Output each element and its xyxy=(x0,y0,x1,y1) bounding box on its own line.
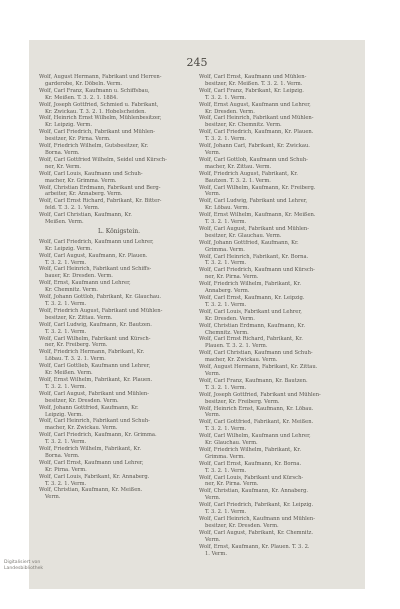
entry-line: Wolf, Carl Ernst, Kaufmann, Kr. Leipzig. xyxy=(199,295,305,301)
entry-line: Wolf, Christian, Kaufmann, Kr. Meißen. xyxy=(39,487,143,494)
entry-line: Wolf, Carl Franz, Kaufmann u. Schiffsbau, xyxy=(39,87,150,94)
entry-line: macher, Kr. Grimma. Verm. xyxy=(45,177,117,184)
library-watermark xyxy=(4,560,43,572)
left-column xyxy=(39,74,199,584)
entry-line: Wolf, Heinrich Ernst, Kaufmann, Kr. Löbau. xyxy=(199,405,314,412)
entry-line: Verm. xyxy=(205,495,221,502)
entry-line: Wolf, Carl Friedrich, Kaufmann und Kürsch- xyxy=(199,267,315,274)
entry-line: Leipzig. Verm. xyxy=(45,411,83,418)
entry-line: Wolf, Carl Heinrich, Fabrikant, Kr. Borna. xyxy=(199,253,309,260)
entry-line: Wolf, Carl Heinrich, Kaufmann und Mühlen- xyxy=(199,516,315,522)
scanned-page xyxy=(29,40,365,589)
entry-line: Wolf, Christian Erdmann, Fabrikant und Berg- xyxy=(39,184,161,191)
entry-line: Wolf, Friedrich August, Fabrikant und Mühlen- xyxy=(39,307,163,314)
entry-line: Wolf, Carl Christian, Kaufmann und Schuh- xyxy=(199,350,313,357)
entry-line: Wolf, Carl Ludwig, Kaufmann, Kr. Bautzen. xyxy=(39,321,152,328)
entry-line: ner, Kr. Pirna. Verm. xyxy=(205,274,259,281)
entry-line: Wolf, Ernst August, Kaufmann und Lehrer, xyxy=(199,101,311,108)
entry-line: Wolf, Friedrich Hermann, Fabrikant, Kr. xyxy=(39,349,145,356)
entry-line: T. 3. 2. 1. Verm. xyxy=(205,426,247,433)
entry-line: Kr. Glauchau. Verm. xyxy=(205,440,258,447)
entry-line: Kr. Löbau. Verm. xyxy=(205,205,250,212)
entry-line: Wolf, Carl Friedrich, Fabrikant und Mühlen- xyxy=(39,129,156,136)
entry-line: Wolf, Carl August, Fabrikant und Mühlen- xyxy=(39,390,150,397)
entry-line: T. 3. 2. 1. Verm. xyxy=(205,136,247,143)
entry-line: Wolf, Carl Friedrich, Kaufmann, Kr. Plauen. xyxy=(199,129,314,136)
right-entries xyxy=(199,74,359,557)
left-entries-top xyxy=(39,74,199,226)
entry-line: Wolf, Carl Heinrich, Fabrikant und Schiffs- xyxy=(39,266,152,273)
entry-line: Kr. Chemnitz. Verm. xyxy=(45,287,98,294)
entry-line: arbeiter, Kr. Annaberg. Verm. xyxy=(45,191,123,198)
entry-line: Löbau. T. 3. 2. 1. Verm. xyxy=(45,356,106,363)
entry-line: ner, Kr. Verm. xyxy=(45,163,82,170)
entry-line: Wolf, Carl Ernst, Kaufmann und Lehrer, xyxy=(39,459,144,466)
entry-line: Wolf, Friedrich Wilhelm, Fabrikant, Kr. xyxy=(199,281,301,288)
entry-line: Wolf, Carl Ludwig, Fabrikant und Lehrer, xyxy=(199,198,308,205)
entry-line: Wolf, Carl Friedrich, Fabrikant, Kr. Leipzig. xyxy=(199,502,314,509)
entry-line: Wolf, Joseph Gottfried, Fabrikant und Mühlen- xyxy=(199,391,321,398)
entry-line: Verm. xyxy=(205,370,221,377)
entry-line: Kr. Zwickau. T. 3. 2. 1. Hobelscheiden. xyxy=(45,108,147,115)
entry-line: Wolf, Carl Louis, Fabrikant und Kürsch- xyxy=(199,474,304,481)
entry-line: Wolf, Johann Carl, Fabrikant, Kr. Zwickau. xyxy=(199,143,310,150)
left-entries-bottom xyxy=(39,239,199,501)
right-column xyxy=(199,74,359,574)
entry-line: Verm. xyxy=(205,191,221,198)
entry-line: Verm. xyxy=(205,412,221,419)
entry-line: besitzer, Kr. Meißen. T. 3. 2. 1. Verm. xyxy=(205,80,303,87)
watermark-line: Landesbibliothek xyxy=(4,566,44,571)
entry-line: Wolf, Carl Heinrich, Fabrikant und Mühlen- xyxy=(199,115,314,122)
entry-line: Wolf, Christian Erdmann, Kaufmann, Kr. xyxy=(199,322,305,329)
entry-line: bauer, Kr. Dresden. Verm. xyxy=(45,273,113,280)
entry-line: Wolf, Carl Louis, Kaufmann und Schuh- xyxy=(39,170,143,177)
entry-line: T. 3. 2. 1. Verm. xyxy=(205,260,247,267)
entry-line: Wolf, Johann Gottlob, Fabrikant, Kr. Glauchau. xyxy=(39,294,162,301)
entry-line: besitzer, Kr. Dresden. Verm. xyxy=(45,397,119,404)
entry-line: T. 3. 2. 1. Verm. xyxy=(205,509,247,516)
entry-line: T. 3. 2. 1. Verm. xyxy=(45,259,87,266)
entry-line: Plauen. T. 3. 2. 1. Verm. xyxy=(205,343,268,350)
entry-line: Wolf, August Hermann, Fabrikant, Kr. Zittau. xyxy=(199,364,318,371)
entry-line: Kr. Meißen. T. 3. 2. 1. 1884. xyxy=(45,94,118,101)
entry-line: T. 3. 2. 1. Verm. xyxy=(45,439,87,446)
entry-line: Kr. Leipzig. Verm. xyxy=(45,122,92,129)
entry-line: Wolf, August Hermann, Fabrikant und Herren- xyxy=(39,74,162,80)
entry-line: Wolf, Ernst Wilhelm, Kaufmann, Kr. Meißen. xyxy=(199,212,316,219)
entry-line: besitzer, Kr. Pirna. Verm. xyxy=(45,136,111,143)
entry-line: Wolf, Heinrich Ernst Wilhelm, Mühlenbesitzer, xyxy=(39,115,162,122)
entry-line: Wolf, Ernst Wilhelm, Fabrikant, Kr. Plauen. xyxy=(39,376,153,383)
entry-line: Wolf, Carl Friedrich, Kaufmann, Kr. Grimma. xyxy=(39,432,157,439)
entry-line: Wolf, Carl Wilhelm, Fabrikant und Kürsch- xyxy=(39,335,151,342)
entry-line: Grimma. Verm. xyxy=(205,246,245,253)
entry-line: Wolf, Carl Wilhelm, Kaufmann und Lehrer, xyxy=(199,433,311,440)
entry-line: Wolf, Carl Ernst, Kaufmann und Mühlen- xyxy=(199,74,307,80)
entry-line: Bautzen. T. 3. 2. 1. Verm. xyxy=(205,177,271,184)
entry-line: T. 3. 2. 1. Verm. xyxy=(205,384,247,391)
entry-line: Wolf, Joseph Gottfried, Schmied u. Fabrikant, xyxy=(39,101,159,108)
entry-line: Wolf, Friedrich Wilhelm, Gutsbesitzer, Kr. xyxy=(39,143,149,150)
entry-line: T. 3. 2. 1. Verm. xyxy=(205,94,247,101)
entry-line: Kr. Leipzig. Verm. xyxy=(45,245,92,252)
entry-line: T. 3. 2. 1. Verm. xyxy=(205,467,247,474)
entry-line: T. 3. 2. 1. Verm. xyxy=(205,219,247,226)
entry-line: feld. T. 3. 2. 1. Verm. xyxy=(45,205,100,212)
entry-line: T. 3. 2. 1. Verm. xyxy=(45,383,87,390)
entry-line: Verm. xyxy=(205,536,221,543)
entry-line: T. 3. 2. 1. Verm. xyxy=(45,301,87,307)
page-number: 245 xyxy=(186,56,208,69)
entry-line: besitzer, Kr. Glauchau. Verm. xyxy=(205,232,282,239)
entry-line: Wolf, Carl Wilhelm, Kaufmann, Kr. Freiberg. xyxy=(199,184,316,191)
entry-line: Meißen. Verm. xyxy=(45,219,84,226)
entry-line: Wolf, Carl Heinrich, Fabrikant und Schuh- xyxy=(39,418,150,425)
entry-line: Borna. Verm. xyxy=(45,149,80,156)
entry-line: Wolf, Carl Gottlob, Kaufmann und Schuh- xyxy=(199,156,308,163)
entry-line: Wolf, Carl August, Kaufmann, Kr. Plauen. xyxy=(39,252,148,259)
entry-line: Wolf, Carl Ernst Richard, Fabrikant, Kr. Bitter- xyxy=(39,198,162,205)
entry-line: Wolf, Carl August, Fabrikant, Kr. Chemnitz. xyxy=(199,529,314,536)
entry-line: Wolf, Carl Gottfried Wilhelm, Seidel und Kürsch- xyxy=(39,156,167,163)
entry-line: Wolf, Carl Ernst Richard, Fabrikant, Kr. xyxy=(199,336,303,343)
entry-line: Verm. xyxy=(45,494,61,501)
entry-line: Chemnitz. Verm. xyxy=(205,329,249,336)
watermark-line: Digitalisiert von xyxy=(4,560,41,565)
entry-line: macher, Kr. Zwickau. Verm. xyxy=(45,425,118,432)
entry-line: Wolf, Carl Gottlieb, Kaufmann und Lehrer, xyxy=(39,363,151,370)
entry-line: T. 3. 2. 1. Verm. xyxy=(205,301,247,308)
entry-line: Kr. Meißen. Verm. xyxy=(45,370,93,377)
entry-line: besitzer, Kr. Freiberg. Verm. xyxy=(205,398,280,405)
entry-line: besitzer, Kr. Dresden. Verm. xyxy=(205,522,279,529)
section-heading: L. Königstein. xyxy=(97,227,141,235)
entry-line: Borna. Verm. xyxy=(45,452,80,459)
entry-line: Wolf, Carl Louis, Fabrikant und Lehrer, xyxy=(199,308,302,315)
entry-line: ner, Kr. Freiberg. Verm. xyxy=(45,342,108,349)
entry-line: Annaberg. Verm. xyxy=(205,288,250,295)
entry-line: Wolf, Friedrich Wilhelm, Fabrikant, Kr. xyxy=(199,446,301,453)
entry-line: Wolf, Johann Gottfried, Kaufmann, Kr. xyxy=(199,239,299,246)
entry-line: Wolf, Friedrich Wilhelm, Fabrikant, Kr. xyxy=(39,446,141,453)
entry-line: T. 3. 2. 1. Verm. xyxy=(45,480,87,487)
entry-line: Wolf, Carl Gottfried, Fabrikant, Kr. Meißen. xyxy=(199,419,314,426)
entry-line: Kr. Dresden. Verm. xyxy=(205,315,255,322)
entry-line: Wolf, Carl Louis, Fabrikant, Kr. Annaberg. xyxy=(39,473,150,480)
entry-line: Wolf, Carl Franz, Fabrikant, Kr. Leipzig. xyxy=(199,87,304,94)
entry-line: Grimma. Verm. xyxy=(205,453,245,460)
entry-line: Wolf, Ernst, Kaufmann und Lehrer, xyxy=(39,280,131,287)
entry-line: besitzer, Kr. Chemnitz. Verm. xyxy=(205,122,282,129)
entry-line: garderobe, Kr. Döbeln. Verm. xyxy=(45,80,123,87)
entry-line: Wolf, Friedrich August, Fabrikant, Kr. xyxy=(199,170,298,177)
entry-line: Verm. xyxy=(205,149,221,156)
entry-line: Wolf, Johann Gottfried, Kaufmann, Kr. xyxy=(39,404,139,411)
entry-line: 1. Verm. xyxy=(205,550,227,557)
entry-line: besitzer, Kr. Zittau. Verm. xyxy=(45,314,113,321)
entry-line: macher, Kr. Zwickau. Verm. xyxy=(205,357,278,364)
entry-line: Kr. Pirna. Verm. xyxy=(45,466,87,473)
entry-line: Wolf, Carl Franz, Kaufmann, Kr. Bautzen. xyxy=(199,377,308,384)
entry-line: Wolf, Carl Friedrich, Kaufmann und Lehrer, xyxy=(39,238,154,245)
entry-line: Wolf, Ernst, Kaufmann, Kr. Plauen. T. 3. 2. xyxy=(199,543,310,550)
entry-line: Wolf, Christian, Kaufmann, Kr. Annaberg. xyxy=(199,488,309,495)
entry-line: T. 3. 2. 1. Verm. xyxy=(45,328,87,335)
entry-line: Wolf, Carl Ernst, Kaufmann, Kr. Borna. xyxy=(199,460,302,467)
entry-line: Kr. Dresden. Verm. xyxy=(205,108,255,115)
entry-line: ner, Kr. Pirna. Verm. xyxy=(205,481,259,488)
entry-line: macher, Kr. Zittau. Verm. xyxy=(205,163,272,170)
entry-line: Wolf, Carl Christian, Kaufmann, Kr. xyxy=(39,212,132,219)
entry-line: Wolf, Carl August, Fabrikant und Mühlen- xyxy=(199,225,310,232)
